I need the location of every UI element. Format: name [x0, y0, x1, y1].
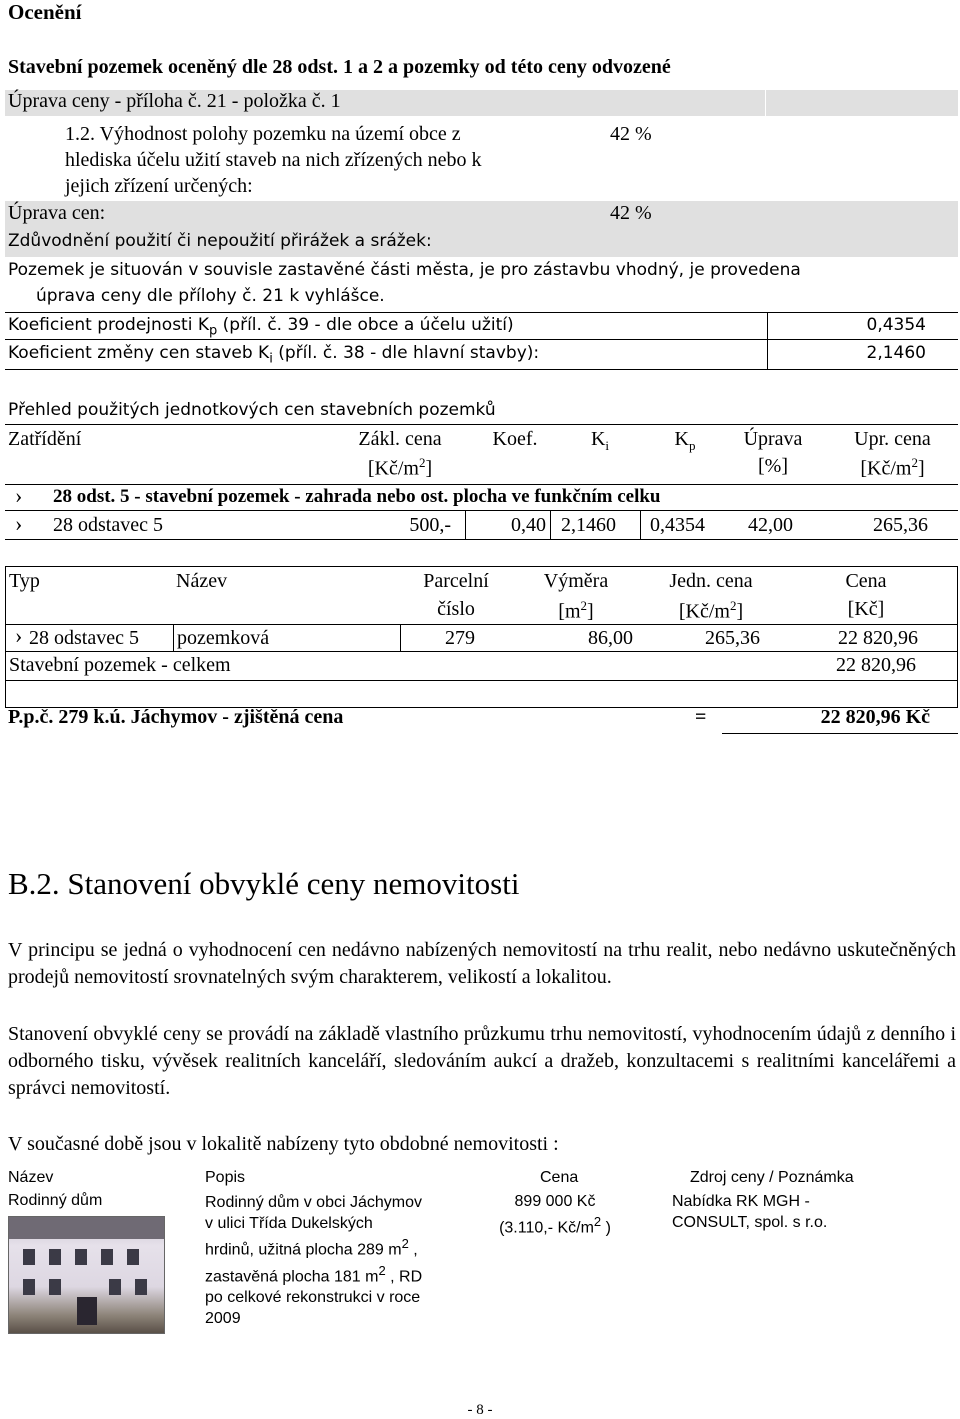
result-value: 22 820,96 Kč	[820, 706, 930, 728]
hdr-typ: Typ	[9, 570, 40, 592]
hdr-uprava-l2: [%]	[758, 455, 788, 477]
kp-sub: p	[209, 323, 218, 339]
hdr-ki-sub: i	[605, 438, 610, 453]
section-b2-title: B.2. Stanovení obvyklé ceny nemovitosti	[8, 866, 520, 901]
uprava-cen-label: Úprava cen:	[8, 202, 106, 224]
uprava-header: Úprava ceny - příloha č. 21 - položka č. 1	[8, 90, 341, 112]
offer-cena-l2a: (3.110,- Kč/m	[499, 1219, 594, 1237]
parcely-parcelni: 279	[445, 627, 475, 649]
offer-popis-l4a: zastavěná plocha 181 m	[205, 1268, 379, 1286]
row-uprava: 42,00	[748, 514, 793, 536]
pozemek-heading: Stavební pozemek oceněný dle 28 odst. 1 a 2 a pozemky od této ceny odvozené	[8, 56, 671, 78]
hdr-upr-l2	[825, 455, 960, 481]
offer-popis-l3b: ,	[408, 1241, 418, 1259]
parcely-jedn: 265,36	[705, 627, 760, 649]
offers-hdr-popis: Popis	[205, 1169, 246, 1186]
prehled-data-row	[5, 510, 958, 540]
hdr-cena-l2: [Kč]	[847, 598, 885, 620]
item-label-l3: jejich zřízení určených:	[65, 175, 253, 197]
divider	[765, 90, 766, 116]
hdr-nazev: Název	[176, 570, 228, 592]
offers-hdr-cena: Cena	[540, 1169, 579, 1186]
parcely-cena: 22 820,96	[838, 627, 918, 649]
prehled-group-row	[5, 484, 958, 510]
item-label-l1: 1.2. Výhodnost polohy pozemku na území obce z	[65, 123, 461, 145]
offer-popis-l4sup: 2	[378, 1263, 386, 1279]
parcely-table	[5, 566, 958, 708]
row-zakl: 500,-	[409, 514, 451, 536]
offer-cena-l2	[480, 1214, 630, 1237]
b2-para3: V současné době jsou v lokalitě nabízeny tyto obdobné nemovitosti :	[8, 1133, 559, 1155]
result-eq: =	[695, 706, 707, 728]
kp-value: 0,4354	[866, 315, 926, 335]
chevron-right-icon: ›	[15, 483, 23, 508]
divider	[465, 511, 466, 540]
prehled-header	[5, 424, 958, 484]
offer-popis	[205, 1193, 422, 1329]
hdr-jedn-sup: 2	[729, 598, 737, 613]
offer-popis-l4	[205, 1261, 422, 1288]
hdr-upr-l2a: [Kč/m	[860, 457, 912, 480]
kp-label-a: Koeficient prodejnosti K	[8, 315, 209, 335]
divider	[550, 511, 551, 540]
row-upr-cena: 265,36	[873, 514, 928, 536]
divider	[173, 625, 174, 652]
parcely-typ: 28 odstavec 5	[29, 627, 139, 649]
hdr-upr-l2b: ]	[917, 457, 925, 480]
offer-popis-l2: v ulici Třída Dukelských	[205, 1214, 373, 1232]
hdr-upr-l1: Upr. cena	[854, 428, 931, 450]
hdr-zatrideni: Zatřídění	[8, 428, 82, 450]
hdr-jedn-l1: Jedn. cena	[669, 570, 753, 592]
b2-para2: Stanovení obvyklé ceny se provádí na základě vlastního průzkumu trhu nemovitostí, vyhodnocením údajů z denního i odborného tisku, vývěsek realitních kanceláří, sledováním aukcí a dražeb, konzultacemi s realitními kancelářemi a správci nemovitostí.	[8, 1023, 956, 1099]
offer-popis-l3	[205, 1234, 422, 1261]
parcely-vymera: 86,00	[588, 627, 633, 649]
hdr-vymera-l2	[516, 598, 636, 624]
ki-sub: i	[269, 351, 273, 367]
offer-cena-l2b: )	[601, 1219, 611, 1237]
b2-para1: V principu se jedná o vyhodnocení cen nedávno nabízených nemovitostí na trhu realit, nebo nedávno uskutečněných prodejů nemovitostí srovnatelných svým charakterem, velikostí a lokalitou.	[8, 939, 956, 988]
ki-label	[8, 343, 539, 366]
offer-popis-l6: 2009	[205, 1309, 241, 1327]
hdr-jedn-l2b: ]	[736, 600, 744, 623]
row-name: 28 odstavec 5	[53, 514, 163, 536]
house-photo	[8, 1216, 165, 1334]
hdr-vymera-l2a: [m	[558, 600, 581, 623]
chevron-right-icon: ›	[15, 511, 23, 536]
hdr-cena-l1: Cena	[845, 570, 887, 592]
hdr-parcelni-l2: číslo	[437, 598, 475, 620]
hdr-jedn-l2	[646, 598, 776, 624]
hdr-kp-sub: p	[688, 438, 696, 453]
offer-popis-l3sup: 2	[401, 1236, 409, 1252]
hdr-jedn-l2a: [Kč/m	[678, 600, 730, 623]
hdr-zakl-l1: Zákl. cena	[358, 428, 442, 450]
uprava-cen-value: 42 %	[610, 202, 652, 224]
divider	[5, 680, 958, 681]
offers-hdr-nazev: Název	[8, 1169, 54, 1186]
kp-label-b: (příl. č. 39 - dle obce a účelu užití)	[217, 315, 514, 335]
prehled-title: Přehled použitých jednotkových cen stavebních pozemků	[8, 400, 496, 420]
hdr-parcelni-l1: Parcelní	[423, 570, 489, 592]
kp-row	[5, 312, 958, 340]
hdr-uprava-l1: Úprava	[743, 428, 803, 450]
row-ki: 2,1460	[561, 514, 616, 536]
divider	[767, 340, 768, 369]
offer-popis-l3a: hrdinů, užitná plocha 289 m	[205, 1241, 402, 1259]
hdr-vymera-l2b: ]	[587, 600, 594, 623]
divider	[767, 313, 768, 340]
ki-row	[5, 340, 958, 370]
offer-popis-l1: Rodinný dům v obci Jáchymov	[205, 1194, 422, 1211]
zduvodneni-row	[5, 229, 958, 257]
pozemek-text-l2: úprava ceny dle přílohy č. 21 k vyhlášce.	[36, 286, 385, 306]
ki-value: 2,1460	[866, 343, 926, 363]
offer-cena-l2sup: 2	[593, 1214, 602, 1229]
hdr-upr-sup: 2	[911, 455, 918, 470]
hdr-kp-k: K	[674, 428, 689, 450]
row-koef: 0,40	[511, 514, 546, 536]
prehled-group-label: 28 odst. 5 - stavební pozemek - zahrada nebo ost. plocha ve funkčním celku	[53, 486, 661, 507]
hdr-zakl-l2	[335, 455, 465, 481]
uprava-item	[5, 117, 958, 201]
offers-hdr-zdroj: Zdroj ceny / Poznámka	[690, 1169, 854, 1186]
offer-cena-l1: 899 000 Kč	[514, 1193, 596, 1210]
offer-zdroj-l1: Nabídka RK MGH -	[672, 1193, 810, 1210]
offer-nazev: Rodinný dům	[8, 1192, 103, 1209]
hdr-kp	[645, 428, 725, 454]
page-title: Ocenění	[8, 0, 82, 24]
uprava-header-band	[5, 90, 958, 116]
offer-zdroj-l2: CONSULT, spol. s r.o.	[672, 1214, 828, 1231]
result-underline	[722, 733, 958, 734]
zduvodneni-label: Zdůvodnění použití či nepoužití přirážek a srážek:	[8, 231, 432, 251]
kp-label	[8, 315, 514, 338]
divider	[640, 511, 641, 540]
uprava-cen-row	[5, 201, 958, 229]
pozemek-text-l1: Pozemek je situován v souvisle zastavěné části města, je pro zástavbu vhodný, je provedena	[8, 260, 801, 280]
parcely-nazev: pozemková	[177, 627, 270, 649]
item-label-l2: hlediska účelu užití staveb na nich zřízených nebo k	[65, 149, 482, 171]
item-value: 42 %	[610, 123, 652, 145]
hdr-ki	[560, 428, 640, 454]
hdr-vymera-l1: Výměra	[543, 570, 609, 592]
hdr-zakl-l2a: [Kč/m	[367, 457, 419, 480]
result-label: P.p.č. 279 k.ú. Jáchymov - zjištěná cena	[8, 706, 344, 728]
hdr-ki-k: K	[590, 428, 606, 450]
chevron-right-icon: ›	[15, 623, 23, 648]
hdr-zakl-sup: 2	[418, 455, 426, 470]
parcely-row	[5, 624, 958, 652]
parcely-total-value: 22 820,96	[836, 654, 916, 676]
ki-label-b: (příl. č. 38 - dle hlavní stavby):	[272, 343, 540, 363]
row-kp: 0,4354	[650, 514, 705, 536]
page-number: - 8 -	[467, 1402, 493, 1418]
parcely-total-label: Stavební pozemek - celkem	[9, 654, 231, 676]
offer-popis-l5: po celkové rekonstrukci v roce	[205, 1289, 421, 1307]
hdr-koef: Koef.	[492, 428, 538, 450]
hdr-vymera-sup: 2	[580, 598, 588, 613]
hdr-zakl-l2b: ]	[425, 457, 433, 480]
offer-popis-l4b: , RD	[385, 1268, 423, 1286]
ki-label-a: Koeficient změny cen staveb K	[8, 343, 270, 363]
